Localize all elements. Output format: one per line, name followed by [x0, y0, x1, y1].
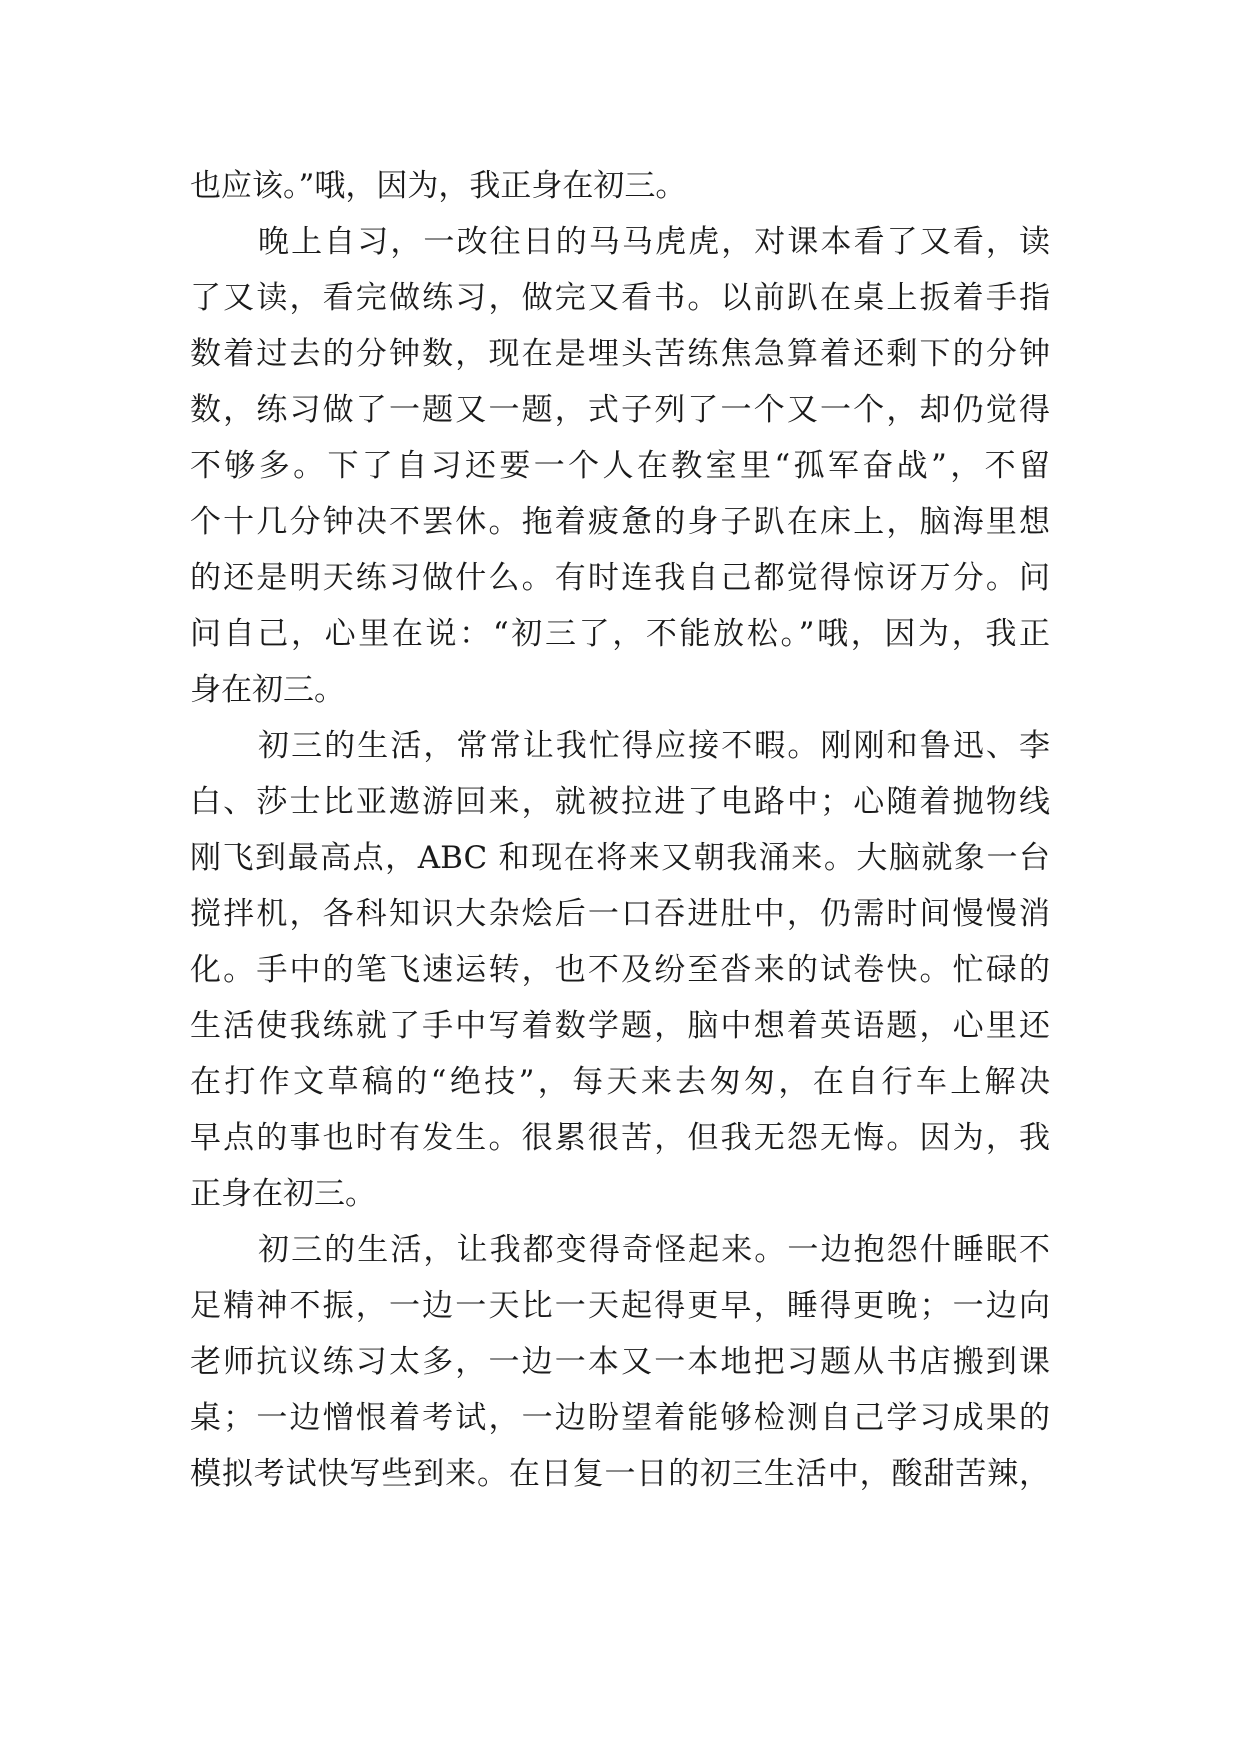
- text-line: 白、莎士比亚遨游回来，就被拉进了电路中；心随着抛物线: [190, 784, 1050, 820]
- text-line: 模拟考试快写些到来。在日复一日的初三生活中，酸甜苦辣，: [190, 1456, 1050, 1492]
- text-line: 搅拌机，各科知识大杂烩后一口吞进肚中，仍需时间慢慢消: [190, 896, 1050, 932]
- text-line: 在打作文草稿的“绝技”，每天来去匆匆，在自行车上解决: [190, 1064, 1050, 1100]
- text-line: 的还是明天练习做什么。有时连我自己都觉得惊讶万分。问: [190, 560, 1050, 596]
- paragraph-first-line: 初三的生活，让我都变得奇怪起来。一边抱怨什睡眠不: [258, 1232, 1050, 1268]
- text-line: 生活使我练就了手中写着数学题，脑中想着英语题，心里还: [190, 1008, 1050, 1044]
- text-line: 桌；一边憎恨着考试，一边盼望着能够检测自己学习成果的: [190, 1400, 1050, 1436]
- paragraph-first-line: 初三的生活，常常让我忙得应接不暇。刚刚和鲁迅、李: [258, 728, 1050, 764]
- essay-body: [190, 158, 1050, 1502]
- text-line: 刚飞到最高点，ABC 和现在将来又朝我涌来。大脑就象一台: [190, 840, 1050, 876]
- text-line: 老师抗议练习太多，一边一本又一本地把习题从书店搬到课: [190, 1344, 1050, 1380]
- text-line: 数，练习做了一题又一题，式子列了一个又一个，却仍觉得: [190, 392, 1050, 428]
- text-line: 足精神不振，一边一天比一天起得更早，睡得更晚；一边向: [190, 1288, 1050, 1324]
- text-line: 问自己，心里在说：“初三了，不能放松。”哦，因为，我正: [190, 616, 1050, 652]
- text-line: 数着过去的分钟数，现在是埋头苦练焦急算着还剩下的分钟: [190, 336, 1050, 372]
- text-line: 个十几分钟决不罢休。拖着疲惫的身子趴在床上，脑海里想: [190, 504, 1050, 540]
- text-line: 化。手中的笔飞速运转，也不及纷至沓来的试卷快。忙碌的: [190, 952, 1050, 988]
- text-line: 早点的事也时有发生。很累很苦，但我无怨无悔。因为，我: [190, 1120, 1050, 1156]
- text-line: 身在初三。: [190, 672, 345, 708]
- text-line: 也应该。”哦，因为，我正身在初三。: [190, 168, 687, 204]
- text-line: 正身在初三。: [190, 1176, 376, 1212]
- text-line: 不够多。下了自习还要一个人在教室里“孤军奋战”，不留: [190, 448, 1050, 484]
- text-line: 了又读，看完做练习，做完又看书。以前趴在桌上扳着手指: [190, 280, 1050, 316]
- paragraph-first-line: 晚上自习，一改往日的马马虎虎，对课本看了又看，读: [258, 224, 1050, 260]
